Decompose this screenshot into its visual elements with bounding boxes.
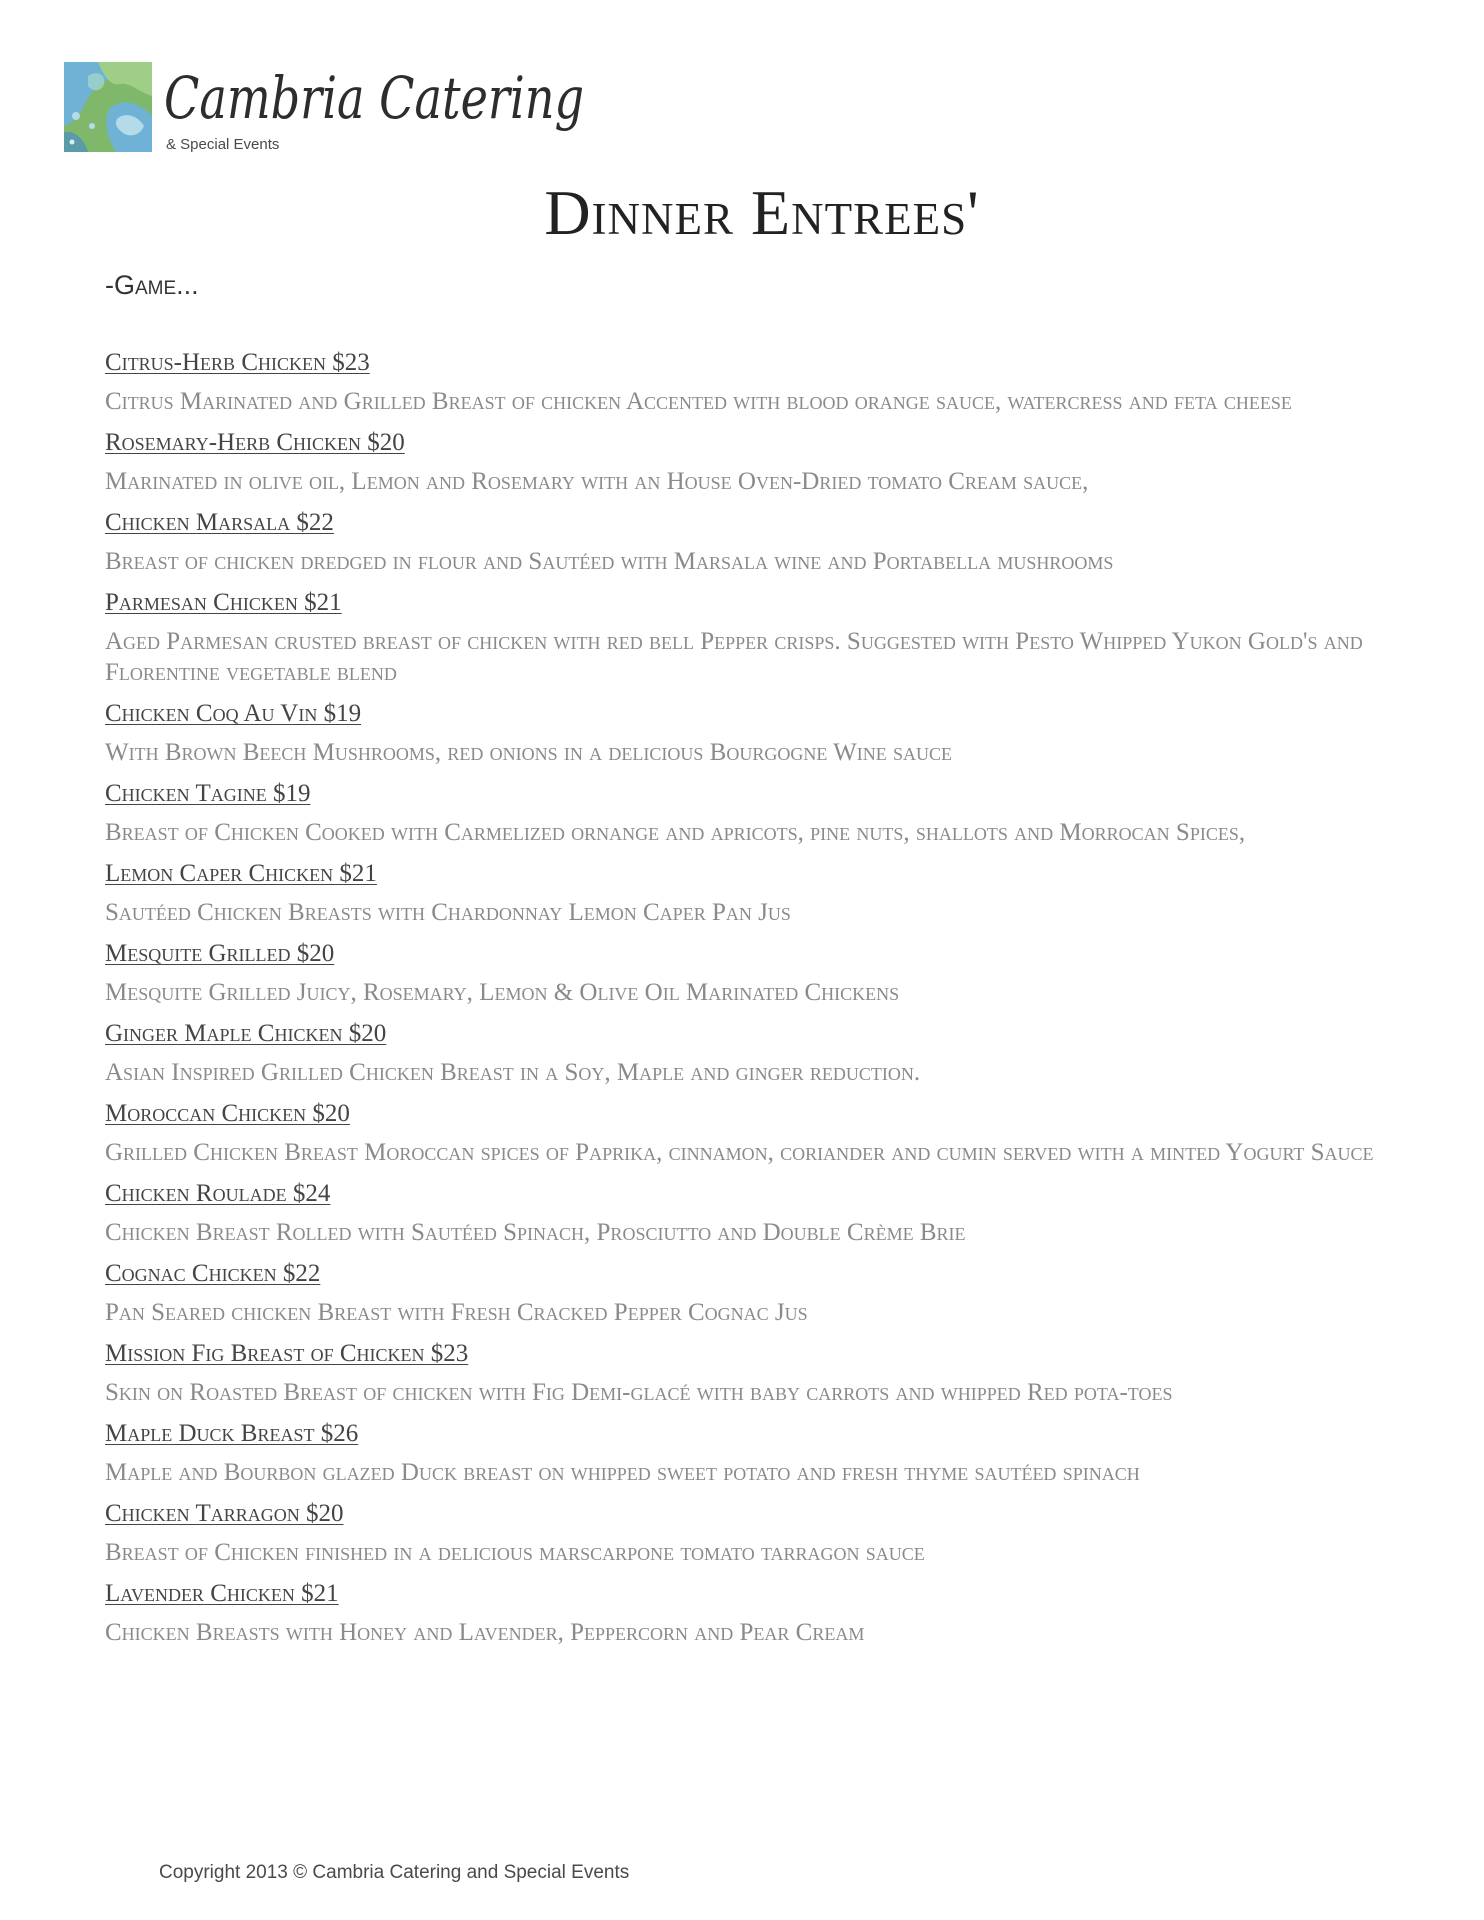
page-title: Dinner Entrees' (544, 177, 980, 248)
menu-item-name: Chicken Tagine $19 (105, 780, 311, 807)
logo-tagline: & Special Events (166, 136, 280, 153)
copyright-notice: Copyright 2013 © Cambria Catering and Special Events (159, 1862, 630, 1883)
menu-item-name: Maple Duck Breast $26 (105, 1420, 359, 1447)
menu-item-description: Marinated in olive oil, Lemon and Rosemary with an House Oven-Dried tomato Cream sauce, (105, 468, 1089, 495)
menu-item (105, 1179, 1395, 1248)
menu-item-name: Mesquite Grilled $20 (105, 940, 335, 967)
menu-item-name: Lavender Chicken $21 (105, 1580, 339, 1607)
menu-item-description: Breast of chicken dredged in flour and Sautéed with Marsala wine and Portabella mushrooms (105, 548, 1114, 575)
menu-item-description: With Brown Beech Mushrooms, red onions in a delicious Bourgogne Wine sauce (105, 739, 952, 766)
menu-item (105, 508, 1395, 577)
menu-item-description: Maple and Bourbon glazed Duck breast on whipped sweet potato and fresh thyme sautéed spinach (105, 1459, 1140, 1486)
menu-item-name: Mission Fig Breast of Chicken $23 (105, 1340, 469, 1367)
menu-item-description: Pan Seared chicken Breast with Fresh Cracked Pepper Cognac Jus (105, 1299, 808, 1326)
menu-item (105, 1419, 1395, 1488)
menu-item-name: Moroccan Chicken $20 (105, 1100, 350, 1127)
menu-item-description: Aged Parmesan crusted breast of chicken with red bell Pepper crisps. Suggested with Pesto Whipped Yukon Gold's and Florentine vegetable blend (105, 628, 1363, 686)
menu-item (105, 699, 1395, 768)
brand-logo (64, 62, 584, 172)
menu-item-description: Mesquite Grilled Juicy, Rosemary, Lemon & Olive Oil Marinated Chickens (105, 979, 900, 1006)
menu-item (105, 1099, 1395, 1168)
menu-item-name: Lemon Caper Chicken $21 (105, 860, 377, 887)
menu-item-description: Chicken Breast Rolled with Sautéed Spinach, Prosciutto and Double Crème Brie (105, 1219, 966, 1246)
menu-item (105, 1339, 1395, 1408)
menu-item-name: Rosemary-Herb Chicken $20 (105, 429, 405, 456)
logo-wordmark-text: Cambria Catering (164, 64, 584, 132)
menu-item-description: Chicken Breasts with Honey and Lavender, Peppercorn and Pear Cream (105, 1619, 865, 1646)
menu-item-description: Breast of Chicken finished in a delicious marscarpone tomato tarragon sauce (105, 1539, 925, 1566)
menu-list (105, 348, 1395, 1659)
menu-item-description: Asian Inspired Grilled Chicken Breast in a Soy, Maple and ginger reduction. (105, 1059, 921, 1086)
menu-item-name: Citrus-Herb Chicken $23 (105, 349, 370, 376)
menu-item (105, 1259, 1395, 1328)
menu-item (105, 428, 1395, 497)
menu-item-name: Parmesan Chicken $21 (105, 589, 342, 616)
menu-item-name: Chicken Roulade $24 (105, 1180, 331, 1207)
menu-item (105, 348, 1395, 417)
menu-item (105, 1499, 1395, 1568)
menu-item (105, 939, 1395, 1008)
menu-item-description: Grilled Chicken Breast Moroccan spices of Paprika, cinnamon, coriander and cumin served with a minted Yogurt Sauce (105, 1139, 1374, 1166)
menu-item-description: Citrus Marinated and Grilled Breast of chicken Accented with blood orange sauce, watercress and feta cheese (105, 388, 1292, 415)
menu-item (105, 1019, 1395, 1088)
menu-item-name: Chicken Marsala $22 (105, 509, 334, 536)
menu-item-name: Cognac Chicken $22 (105, 1260, 321, 1287)
menu-item (105, 779, 1395, 848)
menu-item (105, 588, 1395, 688)
menu-item-description: Skin on Roasted Breast of chicken with Fig Demi-glacé with baby carrots and whipped Red pota-toes (105, 1379, 1173, 1406)
menu-item (105, 859, 1395, 928)
menu-item-name: Ginger Maple Chicken $20 (105, 1020, 387, 1047)
menu-item-description: Sautéed Chicken Breasts with Chardonnay Lemon Caper Pan Jus (105, 899, 791, 926)
menu-item-name: Chicken Coq Au Vin $19 (105, 700, 362, 727)
menu-item (105, 1579, 1395, 1648)
menu-item-name: Chicken Tarragon $20 (105, 1500, 344, 1527)
section-heading: -Game... (105, 270, 199, 300)
logo-mark-icon (64, 62, 152, 152)
menu-item-description: Breast of Chicken Cooked with Carmelized ornange and apricots, pine nuts, shallots and Morrocan Spices, (105, 819, 1246, 846)
logo-wordmark (160, 62, 590, 172)
